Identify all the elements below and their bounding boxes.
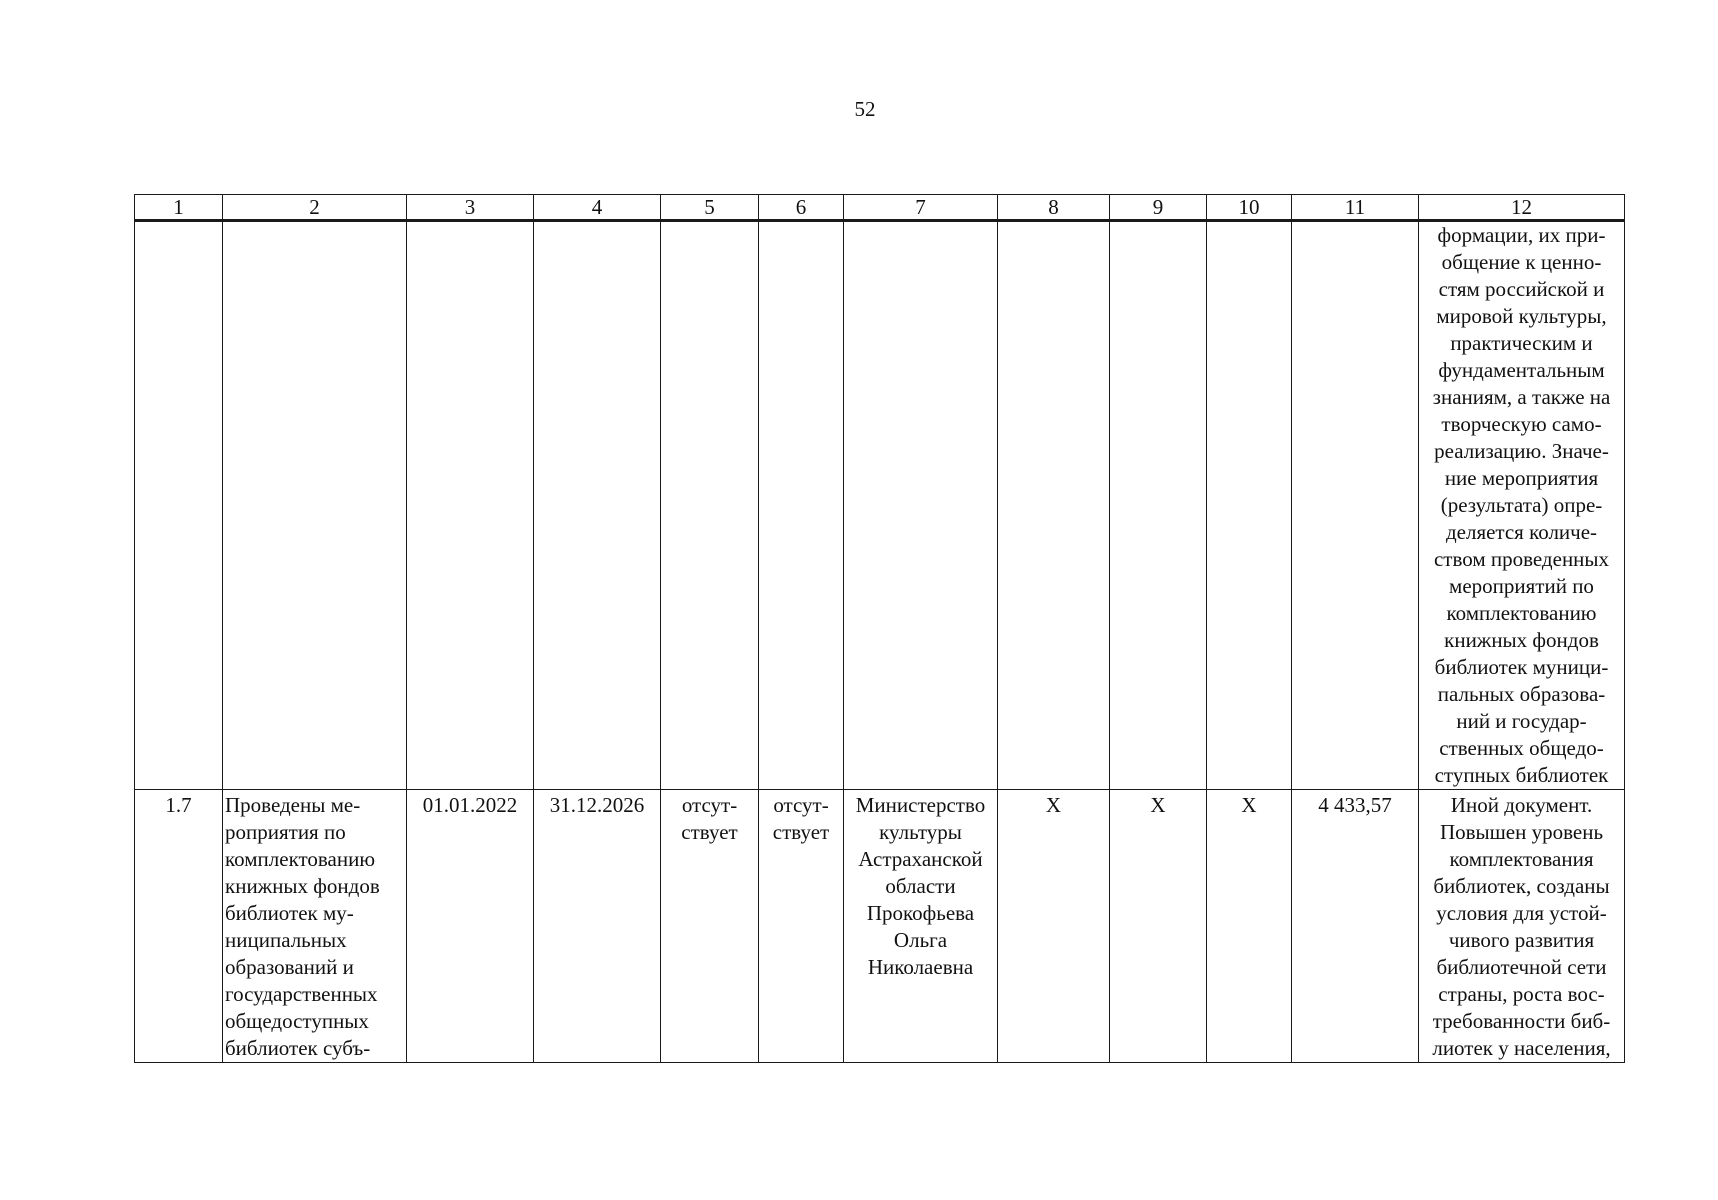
column-header: 4 [534, 195, 661, 221]
column-header: 12 [1419, 195, 1625, 221]
column-header: 9 [1110, 195, 1207, 221]
empty-cell [407, 221, 534, 790]
row-number: 1.7 [135, 790, 223, 1063]
responsible-executor: Министерство культуры Астраханской области Прокофьева Ольга Николаевна [844, 790, 998, 1063]
empty-cell [661, 221, 759, 790]
column-header: 5 [661, 195, 759, 221]
empty-cell [759, 221, 844, 790]
column-header: 3 [407, 195, 534, 221]
table-row-1-7 [135, 790, 1625, 1063]
empty-cell [844, 221, 998, 790]
empty-cell [534, 221, 661, 790]
column-5-value: отсут- ствует [661, 790, 759, 1063]
column-header: 1 [135, 195, 223, 221]
start-date: 01.01.2022 [407, 790, 534, 1063]
empty-cell [223, 221, 407, 790]
result-description: Иной документ. Повышен уровень комплектования библиотек, созданы условия для устой- чивого развития библиотечной сети страны, роста вос- требованности биб- лиотек у населения, [1419, 790, 1625, 1063]
column-header: 7 [844, 195, 998, 221]
column-8-value: X [998, 790, 1110, 1063]
column-6-value: отсут- ствует [759, 790, 844, 1063]
empty-cell [1207, 221, 1292, 790]
empty-cell [1110, 221, 1207, 790]
column-header: 8 [998, 195, 1110, 221]
column-10-value: X [1207, 790, 1292, 1063]
column-9-value: X [1110, 790, 1207, 1063]
empty-cell [135, 221, 223, 790]
amount: 4 433,57 [1292, 790, 1419, 1063]
column-header: 6 [759, 195, 844, 221]
empty-cell [1292, 221, 1419, 790]
activity-name: Проведены ме- роприятия по комплектованию книжных фондов библиотек му- ниципальных образований и государственных общедоступных библиотек субъ- [223, 790, 407, 1063]
result-description-continued: формации, их при- общение к ценно- стям российской и мировой культуры, практическим и фундаментальным знаниям, а также на творческую само- реализацию. Значе- ние мероприятия (результата) опре- деляется количе- ством проведенных мероприятий по комплектованию книжных фондов библиотек муници- пальных образова- ний и государ- ственных общедо- ступных библиотек [1419, 221, 1625, 790]
continuation-row [135, 221, 1625, 790]
activities-table [134, 194, 1625, 1063]
column-number-header-row [135, 195, 1625, 221]
page-number: 52 [854, 97, 876, 121]
column-header: 2 [223, 195, 407, 221]
column-header: 11 [1292, 195, 1419, 221]
column-header: 10 [1207, 195, 1292, 221]
end-date: 31.12.2026 [534, 790, 661, 1063]
empty-cell [998, 221, 1110, 790]
